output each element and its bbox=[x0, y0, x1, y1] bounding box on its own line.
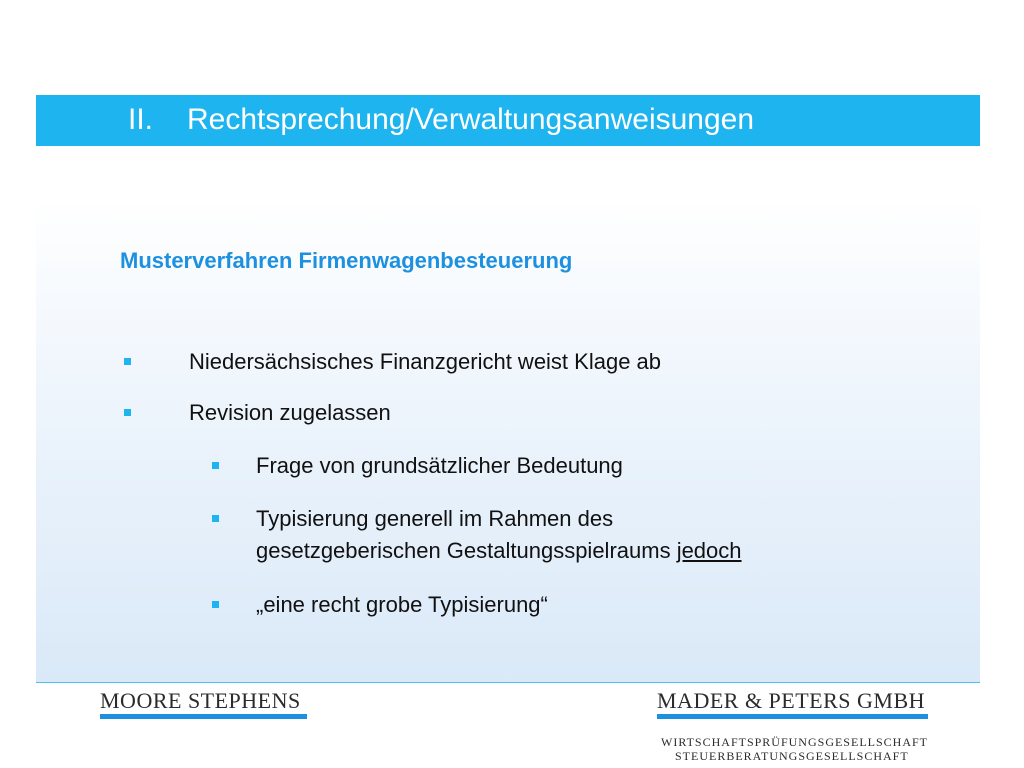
tagline-tax: STEUERBERATUNGSGESELLSCHAFT bbox=[675, 749, 909, 763]
emphasis-word: jedoch bbox=[676, 538, 742, 563]
slide-title: Rechtsprechung/Verwaltungsanweisungen bbox=[187, 103, 755, 136]
logo-right-text: MADER & PETERS GMBH bbox=[657, 688, 926, 713]
tagline-audit: WIRTSCHAFTSPRÜFUNGSGESELLSCHAFT bbox=[661, 735, 928, 749]
sub-bullet-text: Typisierung generell im Rahmen des bbox=[256, 506, 614, 531]
sub-bullet-text-part: gesetzgeberischen Gestaltungsspielraums bbox=[256, 538, 677, 563]
sub-bullet-text: „eine recht grobe Typisierung“ bbox=[256, 592, 548, 617]
sub-bullet-text-line2 bbox=[256, 536, 742, 566]
bullet-square-icon bbox=[212, 462, 219, 469]
bullet-square-icon bbox=[124, 409, 131, 416]
logo-left-text: MOORE STEPHENS bbox=[100, 688, 301, 713]
bullet-square-icon bbox=[212, 601, 219, 608]
mader-peters-logo bbox=[657, 688, 925, 714]
content-subtitle: Musterverfahren Firmenwagenbesteuerung bbox=[120, 248, 573, 273]
content-panel bbox=[36, 198, 980, 682]
moore-stephens-logo bbox=[100, 688, 301, 714]
section-number: II. bbox=[128, 103, 154, 136]
bullet-square-icon bbox=[212, 515, 219, 522]
footer-divider bbox=[36, 682, 980, 683]
bullet-text: Niedersächsisches Finanzgericht weist Klage ab bbox=[189, 349, 662, 374]
bullet-square-icon bbox=[124, 358, 131, 365]
logo-left-bar bbox=[100, 714, 307, 719]
sub-bullet-text: Frage von grundsätzlicher Bedeutung bbox=[256, 453, 623, 478]
logo-right-bar bbox=[657, 714, 928, 719]
title-bar bbox=[36, 95, 980, 146]
bullet-text: Revision zugelassen bbox=[189, 400, 391, 425]
